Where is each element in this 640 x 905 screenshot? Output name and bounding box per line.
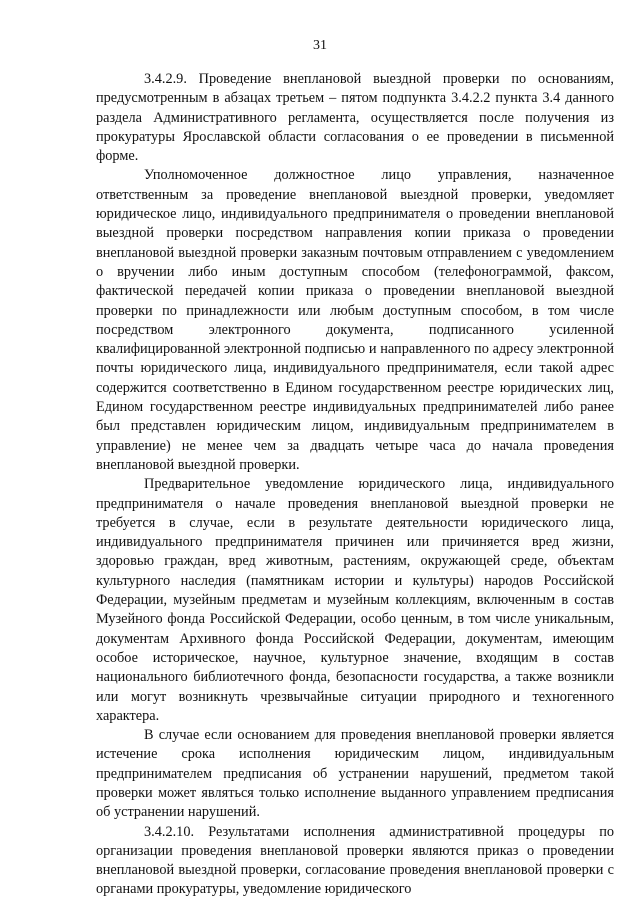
document-body xyxy=(96,70,614,900)
paragraph-3-4-2-9: 3.4.2.9. Проведение внеплановой выездной проверки по основаниям, предусмотренным в абзацах третьем – пятом подпункта 3.4.2.2 пункта 3.4 данного раздела Административного регламента, осуществляется после получения из прокуратуры Ярославской области согласования о ее проведении в письменной форме. xyxy=(96,71,614,165)
paragraph-preliminary-notice: Предварительное уведомление юридического лица, индивидуального предпринимателя о начале проведения внеплановой выездной проверки не требуется в случае, если в результате деятельности юридического лица, индивидуального предпринимателя причинен или причиняется вред жизни, здоровью граждан, вред животным, растениям, окружающей среде, объектам культурного наследия (памятникам истории и культуры) народов Российской Федерации, музейным предметам и музейным коллекциям, включенным в состав Музейного фонда Российской Федерации, особо ценным, в том числе уникальным, документам Архивного фонда Российской Федерации, документам, имеющим особое историческое, научное, культурное значение, входящим в состав национального библиотечного фонда, безопасности государства, а также возникли или могут возникнуть чрезвычайные ситуации природного и техногенного характера. xyxy=(96,476,614,724)
paragraph-prescription-deadline: В случае если основанием для проведения внеплановой проверки является истечение срока исполнения юридическим лицом, индивидуальным предпринимателем предписания об устранении нарушений, предметом такой проверки может являться только исполнение выданного управлением предписания об устранении нарушений. xyxy=(96,727,614,821)
paragraph-3-4-2-10: 3.4.2.10. Результатами исполнения административной процедуры по организации проведения внеплановой проверки являются приказ о проведении внеплановой выездной проверки, согласование проведения внеплановой проверки с органами прокуратуры, уведомление юридического xyxy=(96,823,614,898)
paragraph-notification: Уполномоченное должностное лицо управления, назначенное ответственным за проведение внеплановой выездной проверки, уведомляет юридическое лицо, индивидуального предпринимателя о проведении внеплановой выездной проверки посредством направления копии приказа о проведении внеплановой выездной проверки заказным почтовым отправлением с уведомлением о вручении либо иным доступным способом (телефонограммой, факсом, фактической передачей копии приказа о проведении внеплановой выездной проверки по принадлежности или любым доступным способом, в том числе посредством электронного документа, подписанного усиленной квалифицированной электронной подписью и направленного по адресу электронной почты юридического лица, индивидуального предпринимателя, если такой адрес содержится соответственно в Едином государственном реестре юридических лиц, Едином государственном реестре индивидуальных предпринимателей либо ранее был представлен юридическим лицом, индивидуальным предпринимателем в управление) не менее чем за двадцать четыре часа до начала проведения внеплановой выездной проверки. xyxy=(96,167,614,473)
page-number: 31 xyxy=(313,38,327,53)
